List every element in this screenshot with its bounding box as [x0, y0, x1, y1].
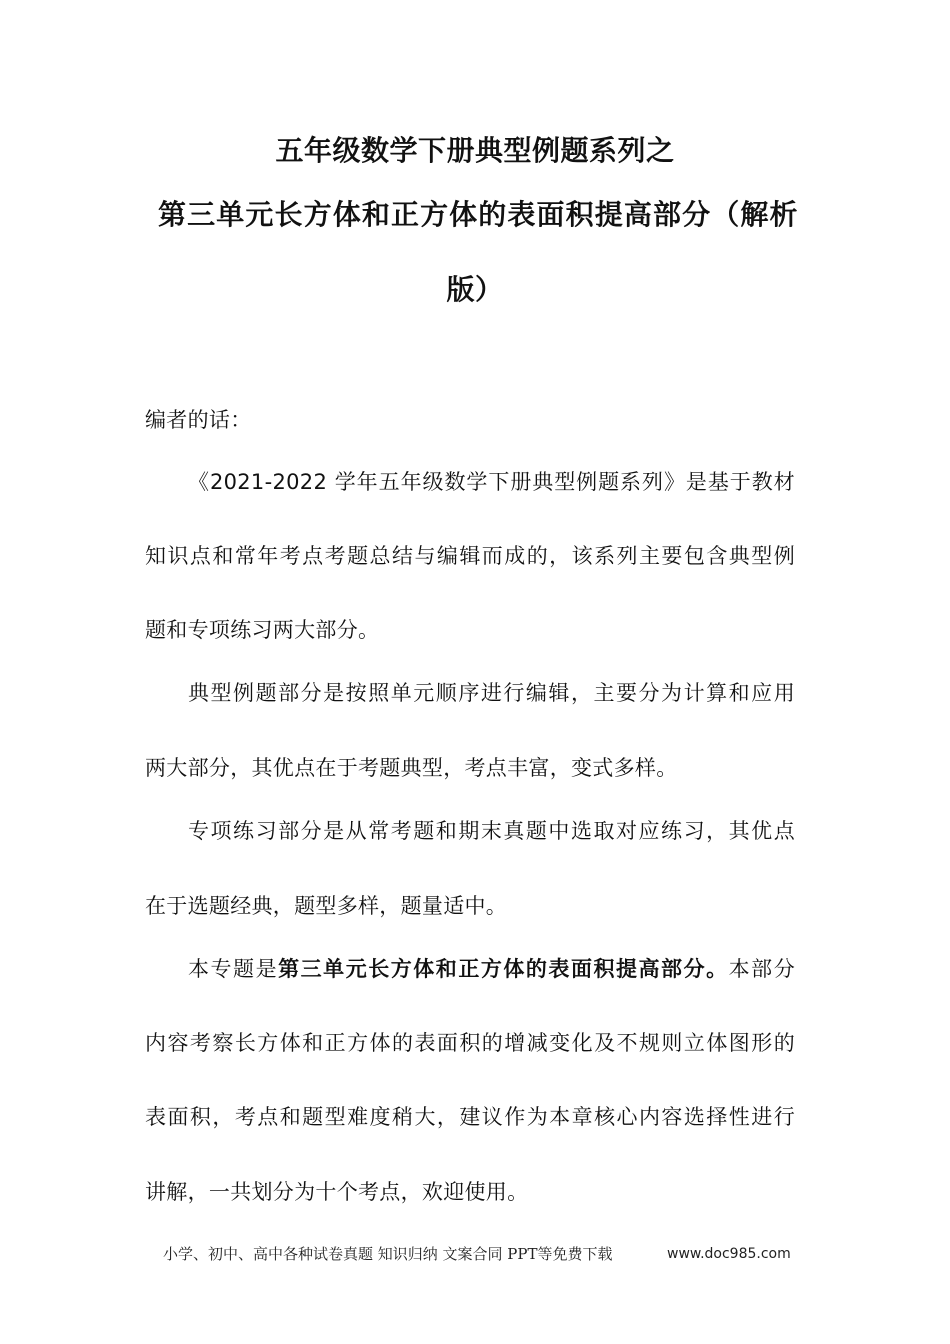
- paragraph-4-line-4: 讲解，一共划分为十个考点，欢迎使用。: [145, 1180, 529, 1204]
- document-title-line-3: 版）: [446, 273, 504, 306]
- paragraph-4-bold-topic: 第三单元长方体和正方体的表面积提高部分。: [278, 957, 729, 981]
- paragraph-2-line-1: 典型例题部分是按照单元顺序进行编辑，主要分为计算和应用: [188, 681, 795, 705]
- footer-text: 小学、初中、高中各种试卷真题 知识归纳 文案合同 PPT等免费下载: [163, 1245, 613, 1263]
- paragraph-2-line-2: 两大部分，其优点在于考题典型，考点丰富，变式多样。: [145, 756, 678, 780]
- paragraph-4-line-3: 表面积，考点和题型难度稍大，建议作为本章核心内容选择性进行: [145, 1105, 795, 1129]
- paragraph-4-line-1: [188, 954, 795, 984]
- footer-url-link[interactable]: www.doc985.com: [667, 1246, 791, 1262]
- paragraph-3-line-2: 在于选题经典，题型多样，题量适中。: [145, 894, 508, 918]
- paragraph-4-line-2: 内容考察长方体和正方体的表面积的增减变化及不规则立体图形的: [145, 1031, 795, 1055]
- paragraph-1-line-1: 《2021-2022 学年五年级数学下册典型例题系列》是基于教材: [188, 470, 795, 494]
- document-title-line-1: 五年级数学下册典型例题系列之: [275, 134, 675, 167]
- paragraph-4-tail: 本部分: [728, 957, 795, 981]
- page-footer: [163, 1243, 803, 1265]
- paragraph-4-lead: 本专题是: [188, 957, 279, 981]
- intro-label: 编者的话：: [145, 408, 252, 432]
- paragraph-3-line-1: 专项练习部分是从常考题和期末真题中选取对应练习，其优点: [188, 819, 795, 843]
- paragraph-1-line-2: 知识点和常年考点考题总结与编辑而成的，该系列主要包含典型例: [145, 544, 795, 568]
- document-title-line-2: 第三单元长方体和正方体的表面积提高部分（解析: [158, 198, 798, 231]
- paragraph-1-line-3: 题和专项练习两大部分。: [145, 618, 380, 642]
